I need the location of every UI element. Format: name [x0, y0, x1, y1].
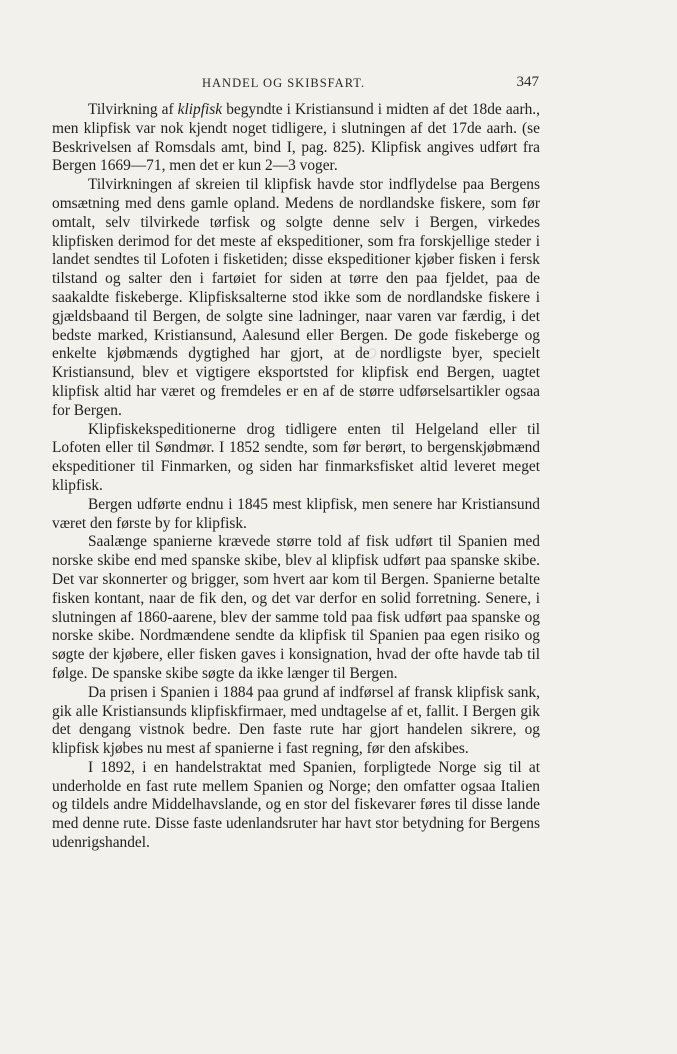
page-header	[52, 74, 539, 94]
paragraph-1-lead: Tilvirkning af	[88, 101, 178, 118]
page-number: 347	[516, 74, 539, 90]
paragraph-1	[52, 101, 540, 176]
klipfisk-emphasis: klipfisk	[177, 101, 223, 118]
running-title: HANDEL OG SKIBSFART.	[202, 76, 366, 90]
paragraph-6: Da prisen i Spanien i 1884 paa grund af indførsel af fransk klipfisk sank, gik alle Kristiansunds klipfiskfirmaer, med undtagelse af et, fallit. I Bergen gik det dengang vistnok bedre. Den faste rute har gjort handelen sikrere, og klipfisk kjøbes nu mest af spanierne i fast regning, før den afskibes.	[52, 683, 540, 758]
paragraph-1-rest: begyndte i Kristiansund i midten af det 18de aarh., men klipfisk var nok kjendt noget tidligere, i slutningen af det 17de aarh. (se Beskrivelsen af Romsdals amt, bind I, pag. 825). Klipfisk angives udført fra Bergen 1669—71, men det er kun 2—3 voger.	[52, 101, 540, 175]
paragraph-7: I 1892, i en handelstraktat med Spanien, forpligtede Norge sig til at underholde en fast rute mellem Spanien og Norge; den omfatter ogsaa Italien og tildels andre Middelhavslande, og en stor del fiskevarer føres til disse lande med denne rute. Disse faste udenlandsruter har havt stor betydning for Bergens udenrigshandel.	[52, 758, 540, 852]
paragraph-5: Saalænge spanierne krævede større told af fisk udført til Spanien med norske skibe end med spanske skibe, blev al klipfisk udført paa spanske skibe. Det var skonnerter og brigger, som hvert aar kom til Bergen. Spanierne betalte fisken kontant, naar de fik den, og det var derfor en solid forretning. Senere, i slutningen af 1860-aarene, blev der samme told paa fisk udført paa spanske og norske skibe. Nordmændene sendte da klipfisk til Spanien paa egen risiko og søgte der kjøbere, eller fisken gaves i konsignation, hvad der ofte havde tab til følge. De spanske skibe søgte da ikke længer til Bergen.	[52, 533, 540, 682]
body-text	[52, 101, 540, 853]
paragraph-4: Bergen udførte endnu i 1845 mest klipfisk, men senere har Kristiansund været den første by for klipfisk.	[52, 495, 540, 532]
paragraph-2: Tilvirkningen af skreien til klipfisk havde stor indflydelse paa Bergens omsætning med dens gamle opland. Medens de nordlandske fiskere, som før omtalt, selv tilvirkede tørfisk og solgte denne selv i Bergen, virkedes klipfisken derimod for det meste af ekspeditioner, som fra forskjellige steder i landet sendtes til Lofoten i fisketiden; disse ekspeditioner kjøber fisken i fersk tilstand og salter den i fartøiet for siden at tørre den paa fjeldet, paa de saakaldte fiskeberge. Klipfisksalterne stod ikke som de nordlandske fiskere i gjældsbaand til Bergen, de solgte sine ladninger, naar varen var færdig, i det bedste marked, Kristiansund, Aalesund eller Bergen. De gode fiskeberge og enkelte kjøbmænds dygtighed har gjort, at de nordligste byer, specielt Kristiansund, blev et vigtigere eksportsted for klipfisk end Bergen, uagtet klipfisk altid har været og fremdeles er en af de større udførselsartikler ogsaa for Bergen.	[52, 176, 540, 419]
paragraph-3: Klipfiskekspeditionerne drog tidligere enten til Helgeland eller til Lofoten eller til Søndmør. I 1852 sendte, som før berørt, to bergenskjøbmænd ekspeditioner til Finmarken, og siden har finmarksfisket altid leveret meget klipfisk.	[52, 420, 540, 494]
